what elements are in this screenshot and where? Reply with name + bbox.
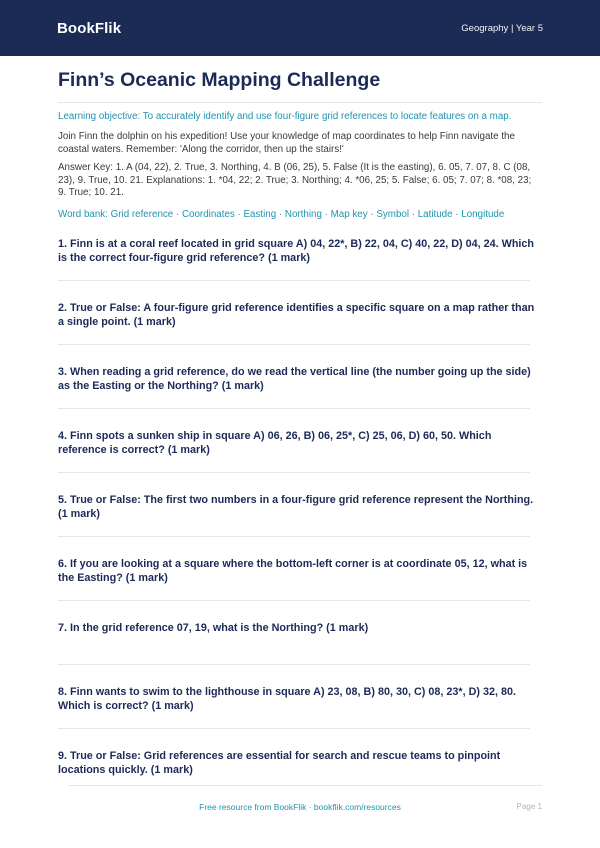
question-text: 6. If you are looking at a square where the bottom-left corner is at coordinate 05, 12, what is the Easting? (1 mark) xyxy=(58,557,528,584)
answer-line[interactable] xyxy=(58,664,530,665)
intro-text: Join Finn the dolphin on his expedition! Use your knowledge of map coordinates to help Finn navigate the coastal waters. Remember: 'Along the corridor, then up the stairs!' xyxy=(58,131,515,155)
answer-line[interactable] xyxy=(58,472,530,473)
footer-divider xyxy=(68,785,542,786)
question-item xyxy=(58,429,542,492)
question-item xyxy=(58,557,542,620)
question-item xyxy=(58,493,542,556)
page-header xyxy=(0,0,600,56)
question-list xyxy=(58,237,542,812)
page-footer xyxy=(0,785,600,825)
question-text: 3. When reading a grid reference, do we read the vertical line (the number going up the side) as the Easting or the Northing? (1 mark) xyxy=(58,365,531,392)
answer-line[interactable] xyxy=(58,600,530,601)
question-item xyxy=(58,621,542,684)
page-number: Page 1 xyxy=(516,802,542,811)
question-text: 9. True or False: Grid references are essential for search and rescue teams to pinpoint locations quickly. (1 mark) xyxy=(58,749,501,776)
answer-key: Answer Key: 1. A (04, 22), 2. True, 3. Northing, 4. B (06, 25), 5. False (It is the easting), 6. 05, 7. 07, 8. C (08, 23), 9. True, 10. 21. Explanations: 1. *04, 22; 2. True; 3. Northing; 4. *06, 25; 5. False; 6. 05; 7. 07; 8. *08, 23; 9. True; 10. 21. xyxy=(58,162,532,198)
question-text: 2. True or False: A four-figure grid reference identifies a specific square on a map rather than a single point. (1 mark) xyxy=(58,301,535,328)
question-text: 8. Finn wants to swim to the lighthouse in square A) 23, 08, B) 80, 30, C) 08, 23*, D) 32, 80. Which is correct? (1 mark) xyxy=(58,685,516,712)
page-title: Finn’s Oceanic Mapping Challenge xyxy=(58,69,381,91)
question-text: 7. In the grid reference 07, 19, what is the Northing? (1 mark) xyxy=(58,621,369,634)
question-text: 5. True or False: The first two numbers in a four-figure grid reference represent the Northing. (1 mark) xyxy=(58,493,534,520)
answer-line[interactable] xyxy=(58,344,530,345)
answer-line[interactable] xyxy=(58,728,530,729)
question-text: 1. Finn is at a coral reef located in grid square A) 04, 22*, B) 22, 04, C) 40, 22, D) 04, 24. Which is the correct four-figure grid reference? (1 mark) xyxy=(58,237,535,264)
question-item xyxy=(58,237,542,300)
word-bank: Word bank: Grid reference · Coordinates · Easting · Northing · Map key · Symbol · Latitude · Longitude xyxy=(58,208,505,220)
question-item xyxy=(58,365,542,428)
question-text: 4. Finn spots a sunken ship in square A) 06, 26, B) 06, 25*, C) 25, 06, D) 60, 50. Which reference is correct? (1 mark) xyxy=(58,429,492,456)
subject-year-label: Geography | Year 5 xyxy=(461,22,543,34)
worksheet-content xyxy=(0,68,600,812)
footer-resource-link[interactable]: Free resource from BookFlik · bookflik.com/resources xyxy=(199,802,401,812)
learning-objective: Learning objective: To accurately identify and use four-figure grid references to locate features on a map. xyxy=(58,111,512,122)
question-item xyxy=(58,301,542,364)
answer-line[interactable] xyxy=(58,536,530,537)
answer-line[interactable] xyxy=(58,280,530,281)
answer-line[interactable] xyxy=(58,408,530,409)
title-divider xyxy=(58,102,542,103)
brand-logo-text[interactable]: BookFlik xyxy=(57,19,122,37)
question-item xyxy=(58,685,542,748)
